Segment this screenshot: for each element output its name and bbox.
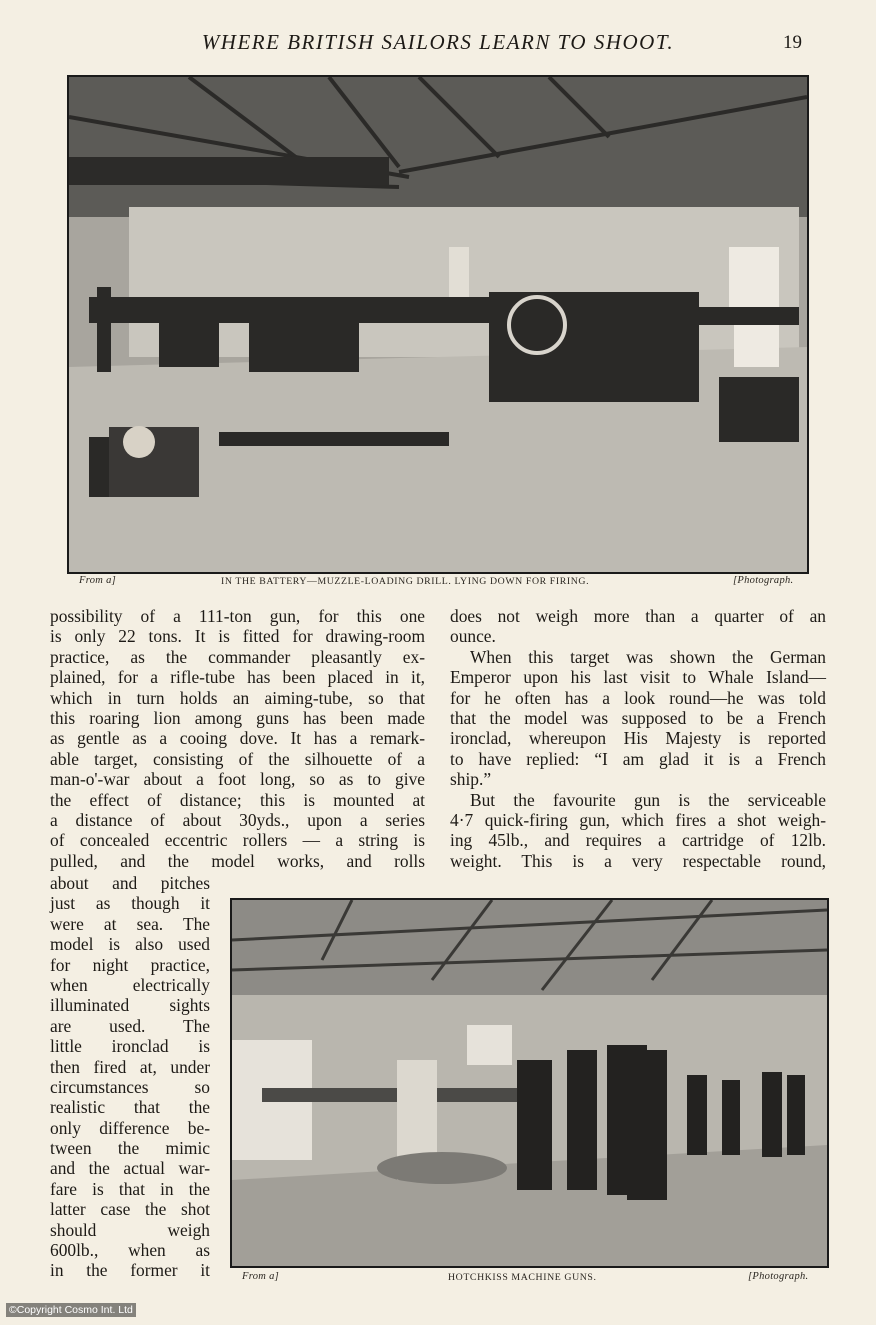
text-line: weight. This is a very respectable round,: [450, 850, 826, 871]
text-line: which in turn holds an aiming-tube, so that: [50, 687, 425, 708]
text-line: But the favourite gun is the serviceable: [470, 789, 826, 810]
text-line: Emperor upon his last visit to Whale Island—: [450, 667, 826, 688]
text-line: about and pitches: [50, 873, 210, 893]
text-line: circumstances so: [50, 1076, 210, 1097]
photo2-caption-title: HOTCHKISS MACHINE GUNS.: [448, 1272, 597, 1283]
text-line: that the model was supposed to be a French: [450, 707, 826, 728]
page-header-title: WHERE BRITISH SAILORS LEARN TO SHOOT.: [201, 30, 675, 54]
column-left-narrow: [50, 873, 210, 1281]
text-line: to have replied: “I am glad it is a French: [450, 748, 826, 769]
text-line: latter case the shot: [50, 1199, 210, 1220]
text-line: this roaring lion among guns has been made: [50, 707, 425, 728]
text-line: then fired at, under: [50, 1056, 210, 1077]
text-line: plained, for a rifle-tube has been placed in it,: [50, 667, 425, 688]
text-line: should weigh: [50, 1219, 210, 1240]
text-line: pulled, and the model works, and rolls: [50, 850, 425, 871]
text-line: little ironclad is: [50, 1036, 210, 1057]
text-line: the effect of distance; this is mounted at: [50, 789, 425, 810]
text-line: possibility of a 111-ton gun, for this one: [50, 606, 425, 626]
text-line: ing 45lb., and requires a cartridge of 12lb.: [450, 830, 826, 851]
photo-battery-drill: [67, 75, 809, 574]
text-line: ironclad, whereupon His Majesty is reported: [450, 728, 826, 749]
text-line: when electrically: [50, 974, 210, 995]
column-right: [450, 606, 826, 871]
photo2-caption-source: From a]: [242, 1271, 280, 1282]
hotchkiss-guns-image: [232, 900, 827, 1266]
text-line: practice, as the commander pleasantly ex-: [50, 646, 425, 667]
text-line: fare is that in the: [50, 1178, 210, 1199]
photo2-caption-credit: [Photograph.: [748, 1271, 809, 1282]
copyright-watermark: ©Copyright Cosmo Int. Ltd: [6, 1303, 136, 1317]
photo-hotchkiss-guns: [230, 898, 829, 1268]
text-line: for night practice,: [50, 954, 210, 975]
text-line: man-o'-war about a foot long, so as to give: [50, 769, 425, 790]
text-line: as gentle as a cooing dove. It has a remark-: [50, 728, 425, 749]
text-line: a distance of about 30yds., upon a series: [50, 809, 425, 830]
page-number: 19: [783, 32, 802, 53]
text-line: 4·7 quick-firing gun, which fires a shot weigh-: [450, 809, 826, 830]
photo1-caption-title: IN THE BATTERY—MUZZLE-LOADING DRILL. LYING DOWN FOR FIRING.: [221, 576, 590, 587]
text-line: illuminated sights: [50, 995, 210, 1016]
text-line: does not weigh more than a quarter of an: [450, 606, 826, 626]
text-line: are used. The: [50, 1015, 210, 1036]
text-line: just as though it: [50, 893, 210, 914]
text-line: in the former it: [50, 1260, 210, 1281]
text-line: of concealed eccentric rollers — a string is: [50, 830, 425, 851]
text-line: model is also used: [50, 934, 210, 955]
text-line: and the actual war-: [50, 1158, 210, 1179]
text-line: only difference be-: [50, 1117, 210, 1138]
battery-drill-image: [69, 77, 807, 572]
photo1-caption-credit: [Photograph.: [733, 575, 794, 586]
photo1-caption-source: From a]: [79, 575, 117, 586]
text-line: is only 22 tons. It is fitted for drawing-room: [50, 626, 425, 647]
text-line: When this target was shown the German: [470, 646, 826, 667]
text-line: realistic that the: [50, 1097, 210, 1118]
text-line: ship.”: [450, 769, 492, 790]
text-line: tween the mimic: [50, 1138, 210, 1159]
text-line: 600lb., when as: [50, 1240, 210, 1261]
text-line: were at sea. The: [50, 913, 210, 934]
text-line: ounce.: [450, 626, 496, 647]
text-line: able target, consisting of the silhouette of a: [50, 748, 425, 769]
text-line: for he often has a look round—he was told: [450, 687, 826, 708]
column-left-top: [50, 606, 425, 871]
